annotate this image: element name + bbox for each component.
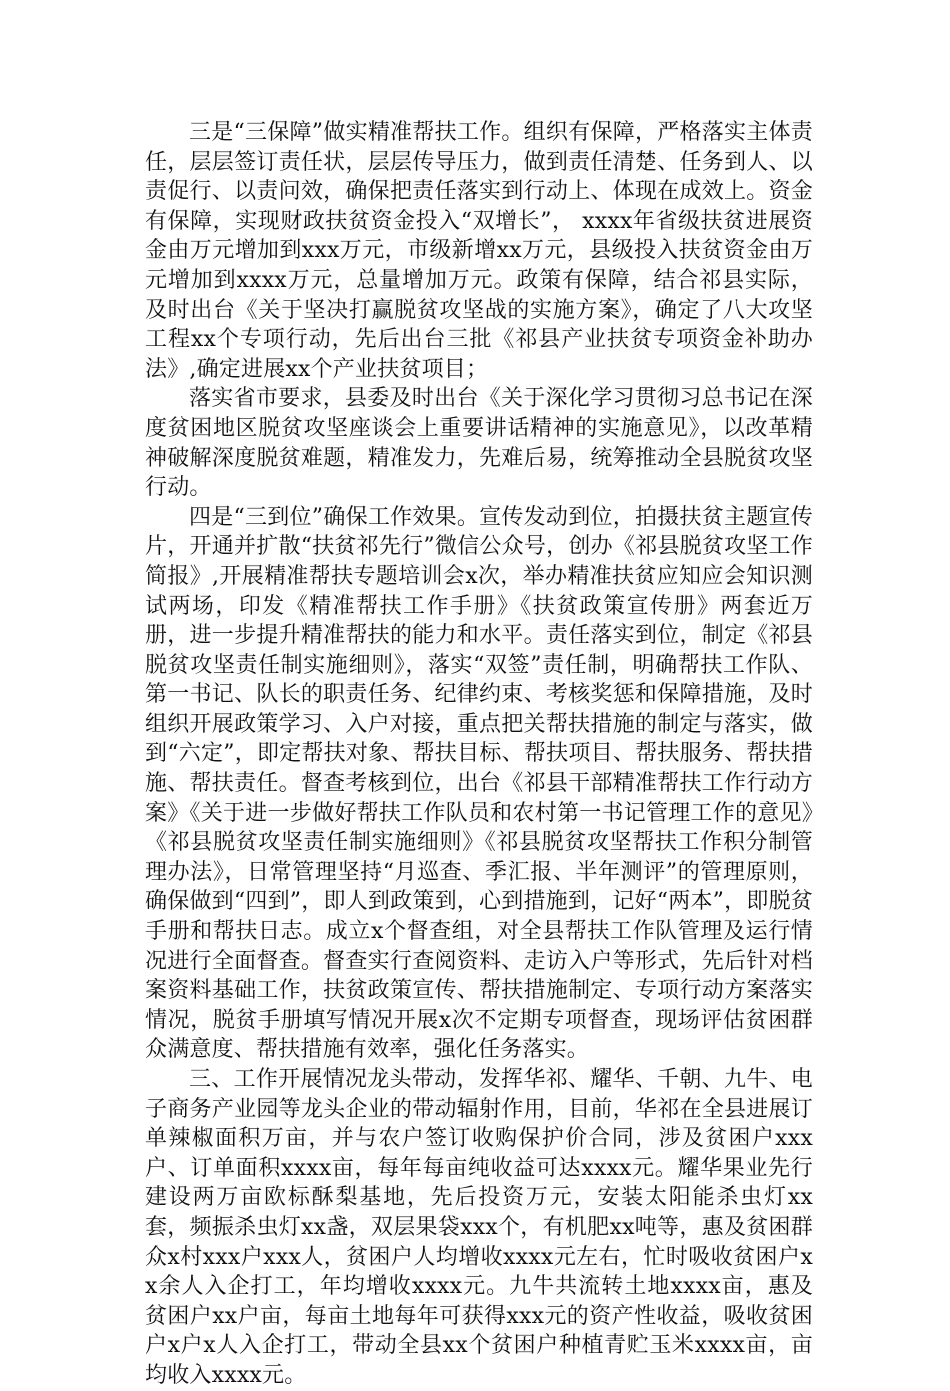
document-body (145, 118, 813, 1391)
paragraph-leading-enterprises: 三、工作开展情况龙头带动，发挥华祁、耀华、千朝、九牛、电子商务产业园等龙头企业的带动辐射作用，目前，华祁在全县进展订单辣椒面积万亩，并与农户签订收购保护价合同，涉及贫困户xxx户、订单面积xxxx亩，每年每亩纯收益可达xxxx元。耀华果业先行建设两万亩欧标酥梨基地，先后投资万元，安装太阳能杀虫灯xx套，频振杀虫灯xx盏，双层果袋xxx个，有机肥xx吨等，惠及贫困群众x村xxx户xxx人，贫困户人均增收xxxx元左右，忙时吸收贫困户xx余人入企打工，年均增收xxxx元。九牛共流转土地xxxx亩，惠及贫困户xx户亩，每亩土地每年可获得xxx元的资产性收益，吸收贫困户x户x人入企打工，带动全县xx个贫困户种植青贮玉米xxxx亩，亩均收入xxxx元。 (145, 1067, 813, 1388)
paragraph-three-guarantees: 三是“三保障”做实精准帮扶工作。组织有保障，严格落实主体责任，层层签订责任状，层层传导压力，做到责任清楚、任务到人、以责促行、以责问效，确保把责任落实到行动上、体现在成效上。资金有保障，实现财政扶贫资金投入“双增长”， xxxx年省级扶贫进展资金由万元增加到xxx万元，市级新增xx万元，县级投入扶贫资金由万元增加到xxxx万元，总量增加万元。政策有保障，结合祁县实际，及时出台《关于坚决打赢脱贫攻坚战的实施方案》，确定了八大攻坚工程xx个专项行动，先后出台三批《祁县产业扶贫专项资金补助办法》,确定进展xx个产业扶贫项目； (145, 120, 813, 382)
paragraph-provincial-requirements: 落实省市要求，县委及时出台《关于深化学习贯彻习总书记在深度贫困地区脱贫攻坚座谈会上重要讲话精神的实施意见》，以改革精神破解深度脱贫难题，精准发力，先难后易，统筹推动全县脱贫攻坚行动。 (145, 386, 813, 501)
paragraph-three-in-place: 四是“三到位”确保工作效果。宣传发动到位，拍摄扶贫主题宣传片，开通并扩散“扶贫祁先行”微信公众号，创办《祁县脱贫攻坚工作简报》,开展精准帮扶专题培训会x次，举办精准扶贫应知应会知识测试两场，印发《精准帮扶工作手册》《扶贫政策宣传册》两套近万册，进一步提升精准帮扶的能力和水平。责任落实到位，制定《祁县脱贫攻坚责任制实施细则》，落实“双签”责任制，明确帮扶工作队、第一书记、队长的职责任务、纪律约束、考核奖惩和保障措施，及时组织开展政策学习、入户对接，重点把关帮扶措施的制定与落实，做到“六定”，即定帮扶对象、帮扶目标、帮扶项目、帮扶服务、帮扶措施、帮扶责任。督查考核到位，出台《祁县干部精准帮扶工作行动方案》《关于进一步做好帮扶工作队员和农村第一书记管理工作的意见》《祁县脱贫攻坚责任制实施细则》《祁县脱贫攻坚帮扶工作积分制管理办法》，日常管理坚持“月巡查、季汇报、半年测评”的管理原则，确保做到“四到”，即人到政策到，心到措施到，记好“两本”，即脱贫手册和帮扶日志。成立x个督查组，对全县帮扶工作队管理及运行情况进行全面督查。督查实行查阅资料、走访入户等形式，先后针对档案资料基础工作，扶贫政策宣传、帮扶措施制定、专项行动方案落实情况，脱贫手册填写情况开展x次不定期专项督查，现场评估贫困群众满意度、帮扶措施有效率，强化任务落实。 (145, 504, 813, 1063)
